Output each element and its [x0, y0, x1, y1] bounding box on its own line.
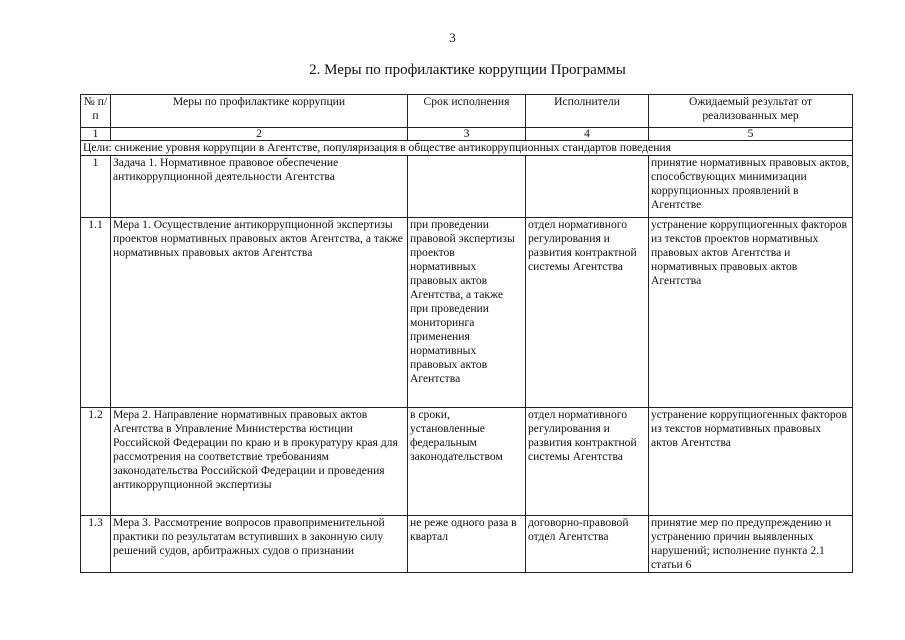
executors-cell: отдел нормативного регулирования и развития контрактной системы Агентства: [526, 218, 649, 408]
table-row: [81, 516, 853, 573]
measure-text: Мера 3. Рассмотрение вопросов правоприменительной практики по результатам вступивших в законную силу решений судов, арбитражных судов о признании: [113, 516, 385, 557]
header-result: Ожидаемый результат от реализованных мер: [649, 95, 853, 128]
column-number: 5: [649, 128, 853, 141]
column-number: 3: [408, 128, 526, 141]
header-row: [81, 95, 853, 128]
measure-cell: Мера 2. Направление нормативных правовых актов Агентства в Управление Министерства юстиции Российской Федерации по краю и в прокуратуру края для рассмотрения на соответствие требованиям законодательства Российской Федерации и проведения антикоррупционной экспертизы: [111, 408, 408, 516]
row-number: 1.3: [81, 516, 111, 573]
deadline-cell: [408, 156, 526, 218]
deadline-cell: в сроки, установленные федеральным законодательством: [408, 408, 526, 516]
column-number: 2: [111, 128, 408, 141]
column-number: 1: [81, 128, 111, 141]
header-deadline: Срок исполнения: [408, 95, 526, 128]
row-number: 1: [81, 156, 111, 218]
measures-table: [80, 94, 853, 573]
goal-text: Цели: снижение уровня коррупции в Агентстве, популяризация в обществе антикоррупционных стандартов поведения: [81, 141, 853, 156]
measure-cell: Мера 1. Осуществление антикоррупционной экспертизы проектов нормативных правовых актов Агентства, а также нормативных правовых актов Агентства: [111, 218, 408, 408]
row-number: 1.1: [81, 218, 111, 408]
deadline-cell: не реже одного раза в квартал: [408, 516, 526, 573]
executors-cell: договорно-правовой отдел Агентства: [526, 516, 649, 573]
measure-cell: [111, 516, 408, 573]
deadline-cell: при проведении правовой экспертизы проектов нормативных правовых актов Агентства, а также при проведении мониторинга применения нормативных правовых актов Агентства: [408, 218, 526, 408]
result-cell: принятие мер по предупреждению и устранению причин выявленных нарушений; исполнение пункта 2.1 статьи 6: [649, 516, 853, 573]
table-row: [81, 156, 853, 218]
table-row: [81, 408, 853, 516]
column-number-row: [81, 128, 853, 141]
goal-row: [81, 141, 853, 156]
header-num: № п/п: [81, 95, 111, 128]
section-title: 2. Меры по профилактике коррупции Программы: [309, 62, 626, 78]
result-cell: устранение коррупциогенных факторов из текстов проектов нормативных правовых актов Агентства и нормативных правовых актов Агентства: [649, 218, 853, 408]
column-number: 4: [526, 128, 649, 141]
page-number: 3: [449, 30, 456, 45]
table-row: [81, 218, 853, 408]
executors-cell: отдел нормативного регулирования и развития контрактной системы Агентства: [526, 408, 649, 516]
result-cell: устранение коррупциогенных факторов из текстов нормативных правовых актов Агентства: [649, 408, 853, 516]
executors-cell: [526, 156, 649, 218]
header-executors: Исполнители: [526, 95, 649, 128]
measure-cell: Задача 1. Нормативное правовое обеспечение антикоррупционной деятельности Агентства: [111, 156, 408, 218]
result-cell: принятие нормативных правовых актов, способствующих минимизации коррупционных проявлений в Агентстве: [649, 156, 853, 218]
row-number: 1.2: [81, 408, 111, 516]
header-measures: Меры по профилактике коррупции: [111, 95, 408, 128]
